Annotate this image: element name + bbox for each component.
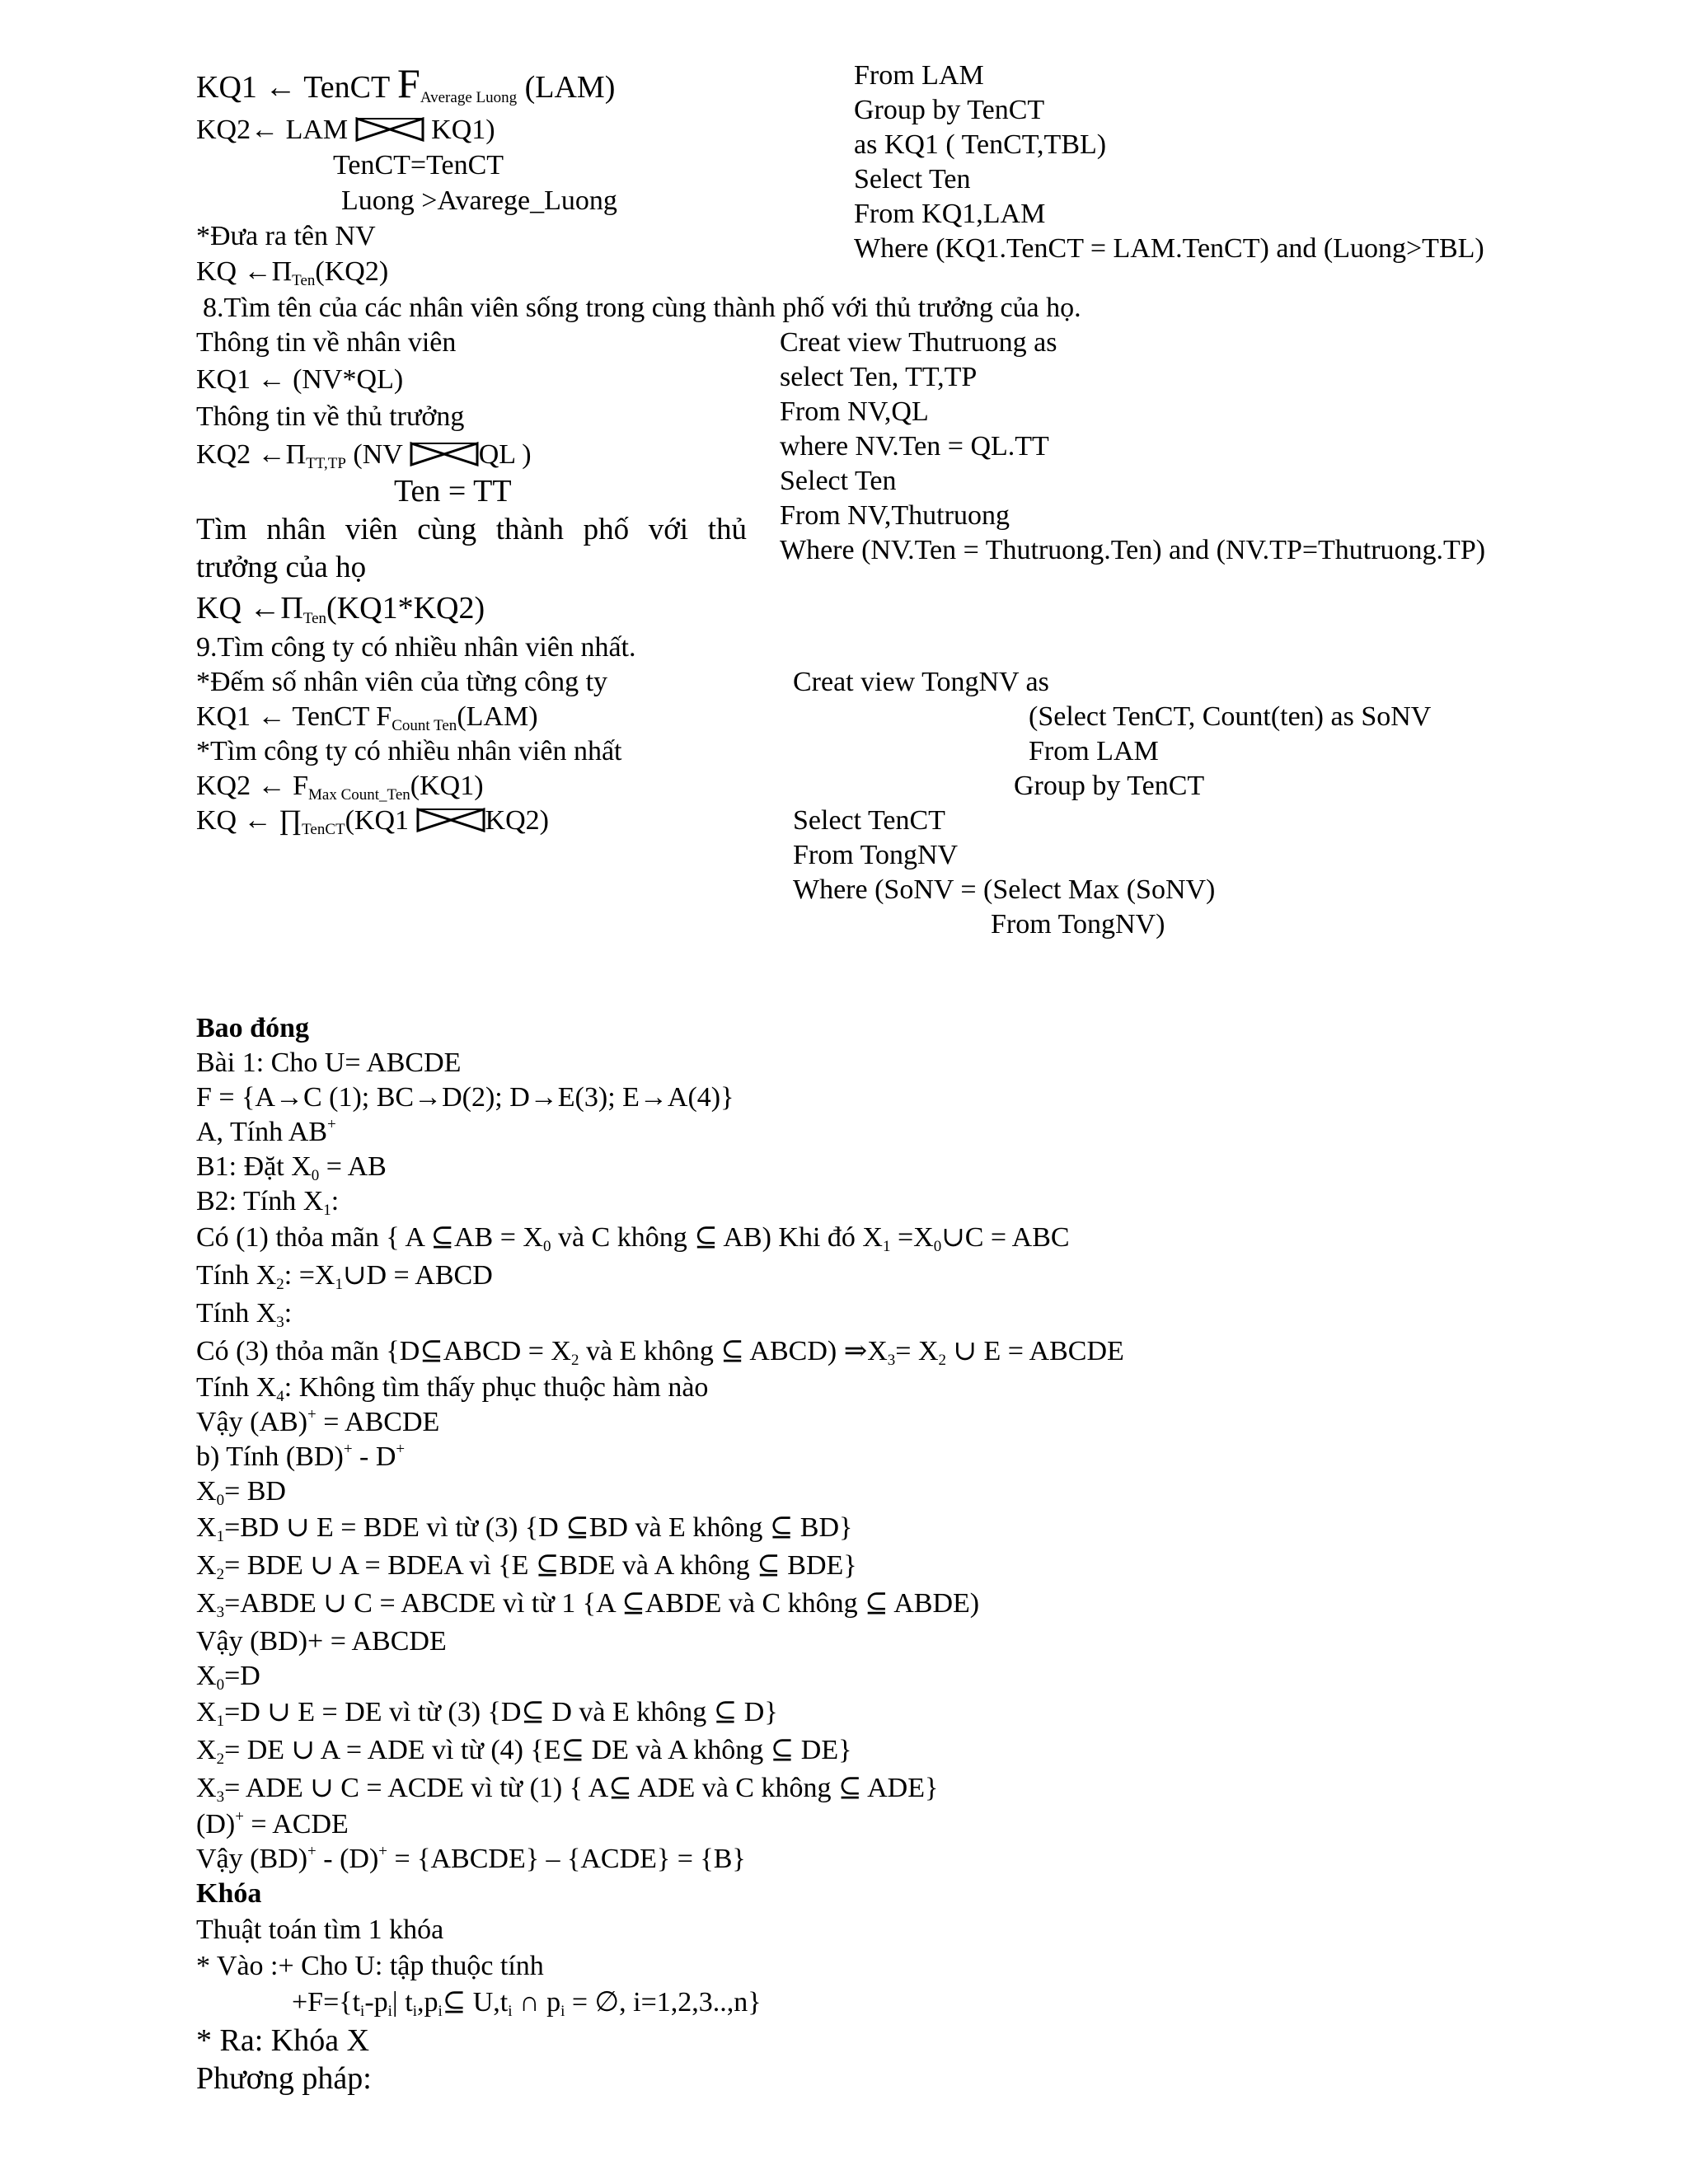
s9-sql-line4: Group by TenCT xyxy=(1014,771,1205,801)
s7-ra-line1: KQ1 ← TenCT $F_{Average Luong}$ (LAM) xyxy=(196,60,616,106)
khoa-line3: $+F=\{t_i-p_i|$ $t_i,p_i⊆$ $U,t_i$ ∩ $p_i$ = ∅, i=1,2,3..,n} xyxy=(292,1987,762,2020)
s7-ra-line4: Luong >Avarege_Luong xyxy=(341,185,617,216)
s8-ra-paragraph: Tìm nhân viên cùng thành phố với thủ trưởng của họ xyxy=(196,513,747,584)
s8-sql-line1: Creat view Thutruong as xyxy=(780,327,1057,358)
s9-sql-line3: From LAM xyxy=(1029,736,1159,766)
khoa-line5: Phương pháp: xyxy=(196,2061,372,2096)
s8-ra-line3: Thông tin về thủ trưởng xyxy=(196,401,465,432)
s8-sql-line7: Where (NV.Ten = Thutruong.Ten) and (NV.TP=Thutruong.TP) xyxy=(780,535,1486,565)
bowtie-join-icon xyxy=(355,117,424,142)
khoa-line2: * Vào :+ Cho U: tập thuộc tính xyxy=(196,1951,544,1981)
baodong-line14: $X_1=BD$ ∪ E = BDE vì từ (3) {D ⊆BD và E không ⊆ BD} xyxy=(196,1512,853,1545)
baodong-line9: Có (3) thỏa mãn {D⊆ABCD = $X_2$ và E không ⊆ ABCD) $\Rightarrow X_3= X_2$ ∪ E = ABCDE xyxy=(196,1336,1124,1369)
s7-sql-line4: Select Ten xyxy=(854,164,971,194)
s7-sql-line3: as KQ1 ( TenCT,TBL) xyxy=(854,129,1107,160)
s8-ra-line6: KQ $\leftarrow\Pi_{Ten}(KQ1*KQ2)$ xyxy=(196,591,485,627)
s9-sql-line7: Where (SoNV = (Select Max (SoNV) xyxy=(793,874,1216,905)
s9-sql-line6: From TongNV xyxy=(793,840,959,870)
s7-sql-line1: From LAM xyxy=(854,60,984,91)
baodong-line4: B1: Đặt $X_0$ = AB xyxy=(196,1151,387,1184)
s9-sql-line1: Creat view TongNV as xyxy=(793,667,1049,697)
s7-ra-line6: KQ $\leftarrow\Pi_{Ten}(KQ2)$ xyxy=(196,256,389,289)
baodong-line5: B2: Tính $X_1$: xyxy=(196,1186,340,1219)
s9-ra-line2: KQ1 ← TenCT $F_{Count Ten}(LAM)$ xyxy=(196,701,538,734)
s9-ra-line1: *Đếm số nhân viên của từng công ty xyxy=(196,667,608,697)
s8-ra-line4: KQ2 $\leftarrow\Pi_{TT,TP}$ (NV QL ) xyxy=(196,439,532,472)
s9-sql-line2: (Select TenCT, Count(ten) as SoNV xyxy=(1029,701,1432,732)
s8-sql-line5: Select Ten xyxy=(780,466,897,496)
s9-sql-line8: From TongNV) xyxy=(991,909,1165,940)
s9-ra-line5: KQ ← $\prod_{TenCT}(KQ1$ KQ2) xyxy=(196,805,549,838)
khoa-line1: Thuật toán tìm 1 khóa xyxy=(196,1915,444,1945)
baodong-line18: $X_0=D$ xyxy=(196,1661,260,1694)
baodong-line2: F = {A→C (1); BC→D(2); D→E(3); E→A(4)} xyxy=(196,1082,734,1113)
baodong-line23: Vậy (BD)+ - (D)+ = {ABCDE} – {ACDE} = {B} xyxy=(196,1843,746,1874)
baodong-line19: $X_1=D$ ∪ E = DE vì từ (3) {D⊆ D và E không ⊆ D} xyxy=(196,1697,778,1730)
s8-ra-line5: Ten = TT xyxy=(394,474,512,509)
s9-ra-line4: KQ2 ← $F_{Max Count\_Ten}(KQ1)$ xyxy=(196,771,484,804)
s9-title: 9.Tìm công ty có nhiều nhân viên nhất. xyxy=(196,632,636,663)
khoa-line4: * Ra: Khóa X xyxy=(196,2023,370,2058)
s8-ra-line2: KQ1 ← (NV*QL) xyxy=(196,364,404,395)
baodong-line1: Bài 1: Cho U= ABCDE xyxy=(196,1047,462,1078)
baodong-line3: A, Tính AB+ xyxy=(196,1116,336,1147)
baodong-line8: Tính $X_3$: xyxy=(196,1298,293,1331)
s7-ra-line3: TenCT=TenCT xyxy=(333,150,504,180)
bowtie-join-icon xyxy=(410,442,479,466)
s8-sql-line3: From NV,QL xyxy=(780,396,929,427)
s8-sql-line2: select Ten, TT,TP xyxy=(780,362,978,392)
baodong-line22: (D)+ = ACDE xyxy=(196,1808,349,1840)
khoa-heading: Khóa xyxy=(196,1878,262,1909)
s8-sql-line6: From NV,Thutruong xyxy=(780,500,1010,531)
baodong-line20: $X_2=$ DE ∪ A = ADE vì từ (4) {E⊆ DE và A không ⊆ DE} xyxy=(196,1735,852,1768)
s9-ra-line3: *Tìm công ty có nhiều nhân viên nhất xyxy=(196,736,622,766)
baodong-line21: $X_3=$ ADE ∪ C = ACDE vì từ (1) { A⊆ ADE và C không ⊆ ADE} xyxy=(196,1773,939,1806)
baodong-line6: Có (1) thỏa mãn { A ⊆AB = $X_0$ và C không ⊆ AB) Khi đó $X_1$ $=X_0\cup C$ = ABC xyxy=(196,1222,1070,1255)
bowtie-join-icon xyxy=(416,808,485,832)
s8-sql-line4: where NV.Ten = QL.TT xyxy=(780,431,1049,462)
baodong-line11: Vậy (AB)+ = ABCDE xyxy=(196,1406,440,1437)
s7-sql-line5: From KQ1,LAM xyxy=(854,199,1046,229)
s7-ra-line5: *Đưa ra tên NV xyxy=(196,221,376,251)
s7-sql-line2: Group by TenCT xyxy=(854,95,1045,125)
s9-sql-line5: Select TenCT xyxy=(793,805,945,836)
s7-sql-line6: Where (KQ1.TenCT = LAM.TenCT) and (Luong>TBL) xyxy=(854,233,1484,264)
baodong-line10: Tính $X_4$: Không tìm thấy phục thuộc hàm nào xyxy=(196,1372,709,1405)
baodong-line17: Vậy (BD)+ = ABCDE xyxy=(196,1626,447,1657)
s7-ra-line2: KQ2← LAM KQ1) xyxy=(196,115,495,145)
s8-title: 8.Tìm tên của các nhân viên sống trong cùng thành phố với thủ trưởng của họ. xyxy=(203,293,1081,323)
baodong-line16: $X_3=ABDE$ ∪ C = ABCDE vì từ 1 {A ⊆ABDE và C không ⊆ ABDE) xyxy=(196,1588,980,1621)
baodong-heading: Bao đóng xyxy=(196,1013,309,1043)
baodong-line13: $X_0=$ BD xyxy=(196,1476,286,1509)
baodong-line12: b) Tính (BD)+ - D+ xyxy=(196,1441,406,1472)
baodong-line15: $X_2=$ BDE ∪ A = BDEA vì {E ⊆BDE và A không ⊆ BDE} xyxy=(196,1550,857,1583)
s8-ra-line1: Thông tin về nhân viên xyxy=(196,327,457,358)
baodong-line7: Tính $X_2$: $=X_1\cup D$ = ABCD xyxy=(196,1260,493,1293)
